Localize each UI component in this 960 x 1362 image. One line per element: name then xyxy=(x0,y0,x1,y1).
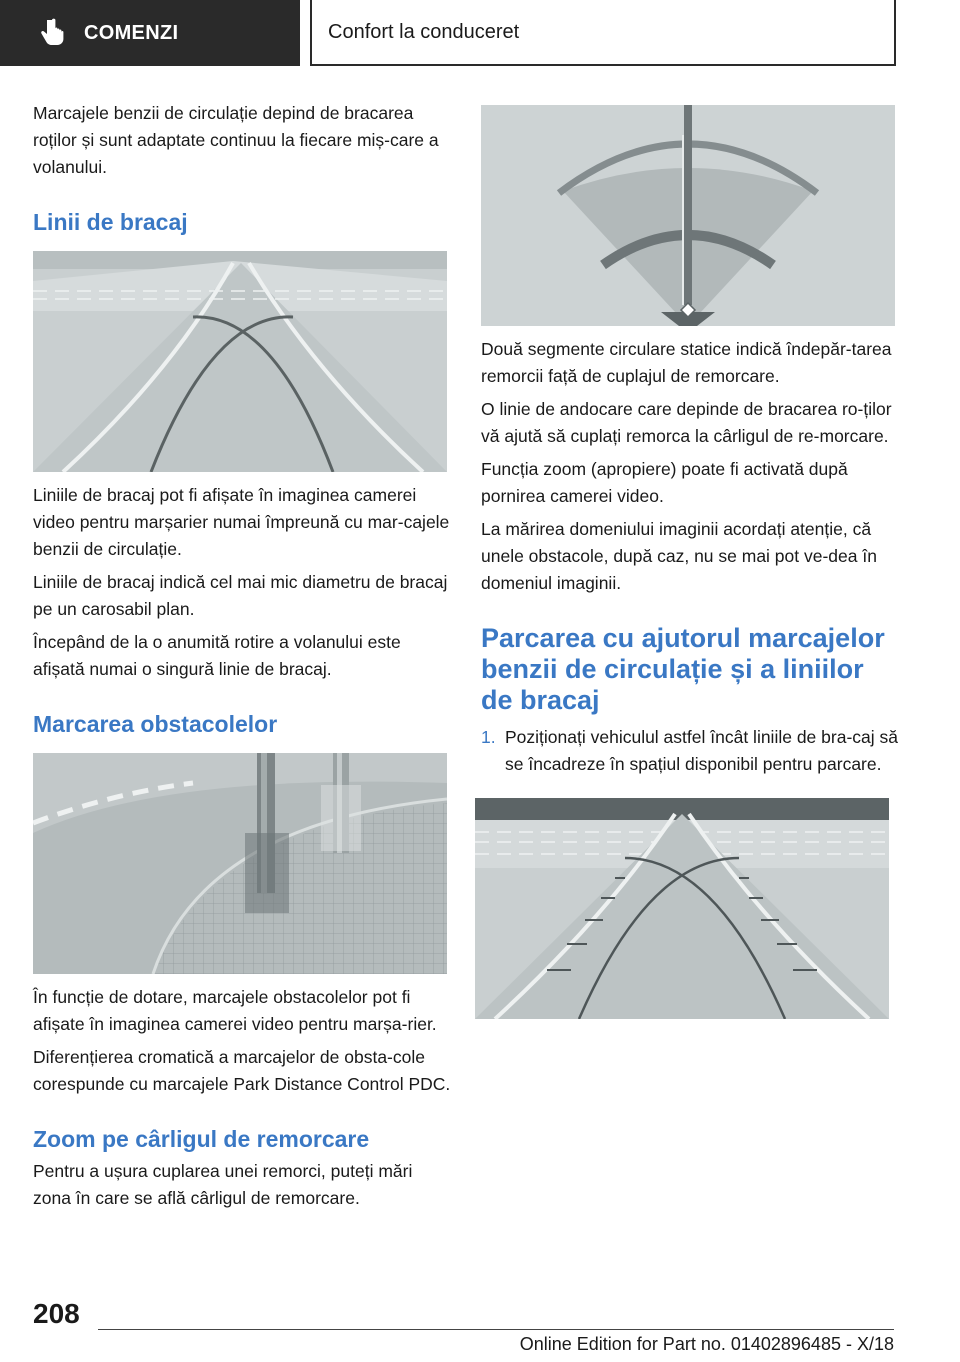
step-text: Poziționați vehiculul astfel încât liniile de bra-caj să se încadreze în spațiul disponibil pentru parcare. xyxy=(505,727,898,774)
intro-paragraph: Marcajele benzii de circulație depind de bracarea roților și sunt adaptate continuu la fiecare miș-care a volanului. xyxy=(33,103,439,177)
chapter-tab xyxy=(310,0,896,66)
figure-turning-lines xyxy=(33,251,447,472)
p-zoom: Pentru a ușura cuplarea unei remorci, puteți mări zona în care se află cârligul de remorcare. xyxy=(33,1161,413,1208)
p-obst-2: Diferențierea cromatică a marcajelor de obsta-cole corespunde cu marcajele Park Distance Control PDC. xyxy=(33,1047,451,1094)
p-right-4: La mărirea domeniului imaginii acordați atenție, că unele obstacole, după caz, nu se mai pot ve-dea în domeniul imaginii. xyxy=(481,519,877,593)
heading-zoom: Zoom pe cârligul de remorcare xyxy=(33,1126,370,1152)
p-linii-2: Liniile de bracaj indică cel mai mic diametru de bracaj pe un carosabil plan. xyxy=(33,572,448,619)
p-right-2: O linie de andocare care depinde de bracarea ro-ților vă ajută să cuplați remorca la cârligul de re-morcare. xyxy=(481,399,892,446)
hand-pointer-icon xyxy=(36,16,70,50)
right-column xyxy=(481,105,901,1019)
left-column xyxy=(33,100,453,1218)
heading-parcarea: Parcarea cu ajutorul marcajelor benzii de circulație și a liniilor de bracaj xyxy=(481,623,885,715)
step-number: 1. xyxy=(481,727,496,747)
p-right-3: Funcția zoom (apropiere) poate fi activată după pornirea camerei video. xyxy=(481,459,848,506)
page-number: 208 xyxy=(33,1298,80,1329)
section-tab xyxy=(0,0,300,66)
footer-divider xyxy=(98,1329,894,1330)
figure-parking-lines xyxy=(475,798,889,1019)
chapter-title: Confort la conduceret xyxy=(328,20,520,43)
p-linii-1: Liniile de bracaj pot fi afișate în imaginea camerei video pentru marșarier numai împreună cu mar-cajele benzii de circulație. xyxy=(33,485,450,559)
figure-obstacle-marking xyxy=(33,753,447,974)
heading-marcarea-obstacolelor: Marcarea obstacolelor xyxy=(33,711,278,737)
heading-linii-bracaj: Linii de bracaj xyxy=(33,209,188,235)
p-linii-3: Începând de la o anumită rotire a volanului este afișată numai o singură linie de bracaj. xyxy=(33,632,401,679)
p-right-1: Două segmente circulare statice indică îndepăr-tarea remorcii față de cuplajul de remorcare. xyxy=(481,339,892,386)
figure-hitch-zoom xyxy=(481,105,895,326)
section-title: COMENZI xyxy=(84,21,179,44)
p-obst-1: În funcție de dotare, marcajele obstacolelor pot fi afișate în imaginea camerei video pentru marșa-rier. xyxy=(33,987,437,1034)
list-item xyxy=(481,724,901,778)
edition-text: Online Edition for Part no. 01402896485 - X/18 xyxy=(519,1334,894,1354)
page-header xyxy=(0,0,960,66)
